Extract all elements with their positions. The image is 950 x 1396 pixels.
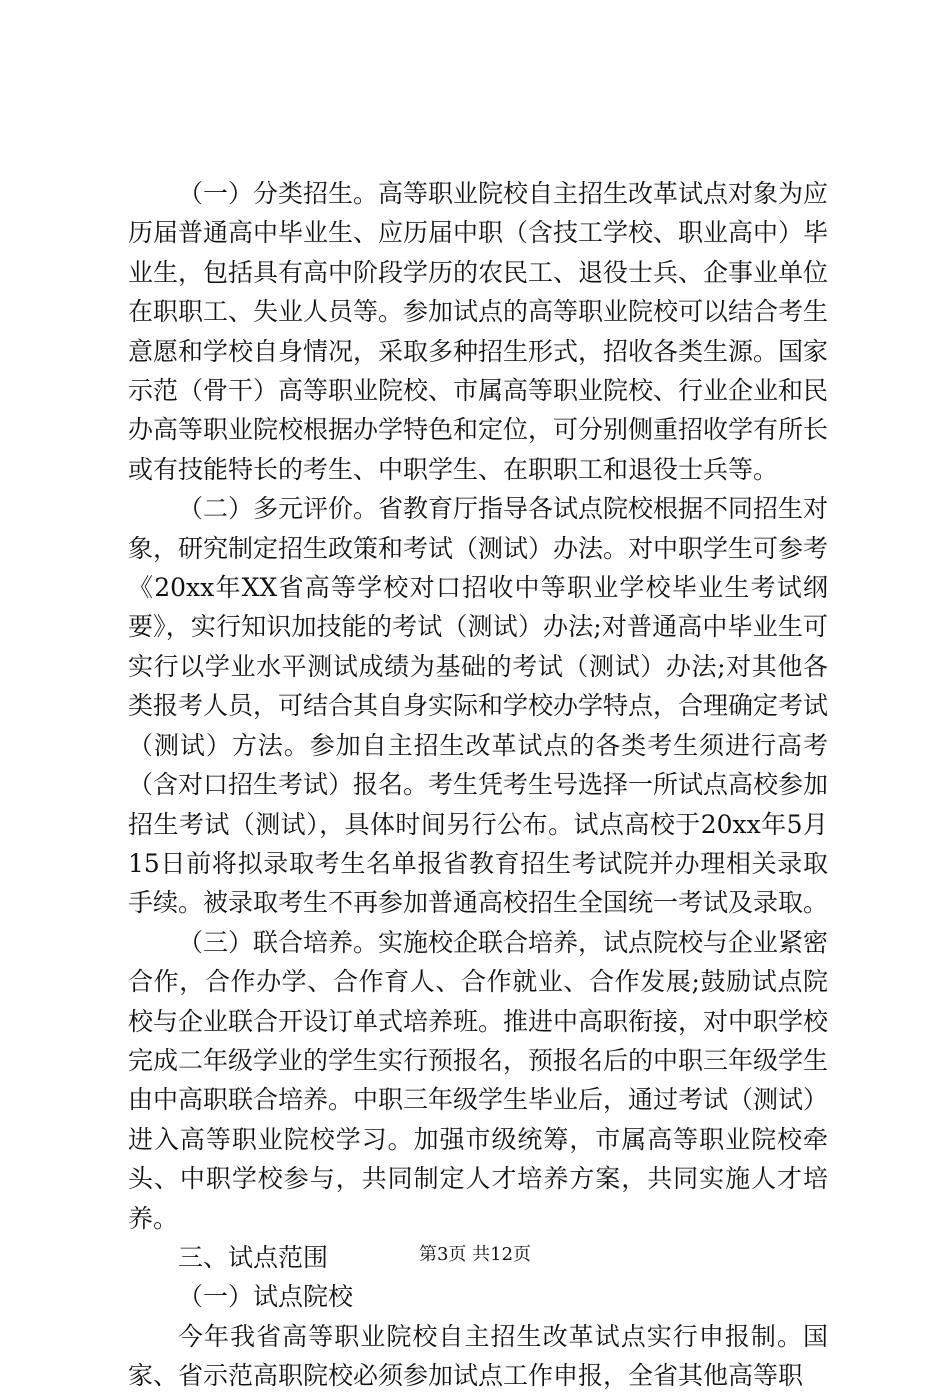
subheading-pilot-institutions: （一）试点院校 xyxy=(178,1282,354,1312)
page-number-footer: 第3页 共12页 xyxy=(418,1244,532,1265)
document-body xyxy=(128,174,828,1396)
paragraph-multiple-evaluation: （二）多元评价。省教育厅指导各试点院校根据不同招生对象，研究制定招生政策和考试（测试）办法。对中职学生可参考《20xx年XX省高等学校对口招收中等职业学校毕业生考试纲要》，实行知识加技能的考试（测试）办法;对普通高中毕业生可实行以学业水平测试成绩为基础的考试（测试）办法;对其他各类报考人员，可结合其自身实际和学校办学特点，合理确定考试（测试）方法。参加自主招生改革试点的各类考生须进行高考（含对口招生考试）报名。考生凭考生号选择一所试点高校参加招生考试（测试），具体时间另行公布。试点高校于20xx年5月15日前将拟录取考生名单报省教育招生考试院并办理相关录取手续。被录取考生不再参加普通高校招生全国统一考试及录取。 xyxy=(128,494,829,918)
section-heading-pilot-scope: 三、试点范围 xyxy=(178,1242,329,1272)
paragraph-joint-training: （三）联合培养。实施校企联合培养，试点院校与企业紧密合作，合作办学、合作育人、合作就业、合作发展;鼓励试点院校与企业联合开设订单式培养班。推进中高职衔接，对中职学校完成二年级学业的学生实行预报名，预报名后的中职三年级学生由中高职联合培养。中职三年级学生毕业后，通过考试（测试）进入高等职业院校学习。加强市级统筹，市属高等职业院校牵头、中职学校参与，共同制定人才培养方案，共同实施人才培养。 xyxy=(128,927,829,1233)
paragraph-application-system: 今年我省高等职业院校自主招生改革试点实行申报制。国家、省示范高职院校必须参加试点工作申报，全省其他高等职 xyxy=(128,1321,828,1391)
paragraph-classified-enrollment: （一）分类招生。高等职业院校自主招生改革试点对象为应历届普通高中毕业生、应历届中职（含技工学校、职业高中）毕业生，包括具有高中阶段学历的农民工、退役士兵、企事业单位在职职工、失业人员等。参加试点的高等职业院校可以结合考生意愿和学校自身情况，采取多种招生形式，招收各类生源。国家示范（骨干）高等职业院校、市属高等职业院校、行业企业和民办高等职业院校根据办学特色和定位，可分别侧重招收学有所长或有技能特长的考生、中职学生、在职职工和退役士兵等。 xyxy=(128,179,829,484)
